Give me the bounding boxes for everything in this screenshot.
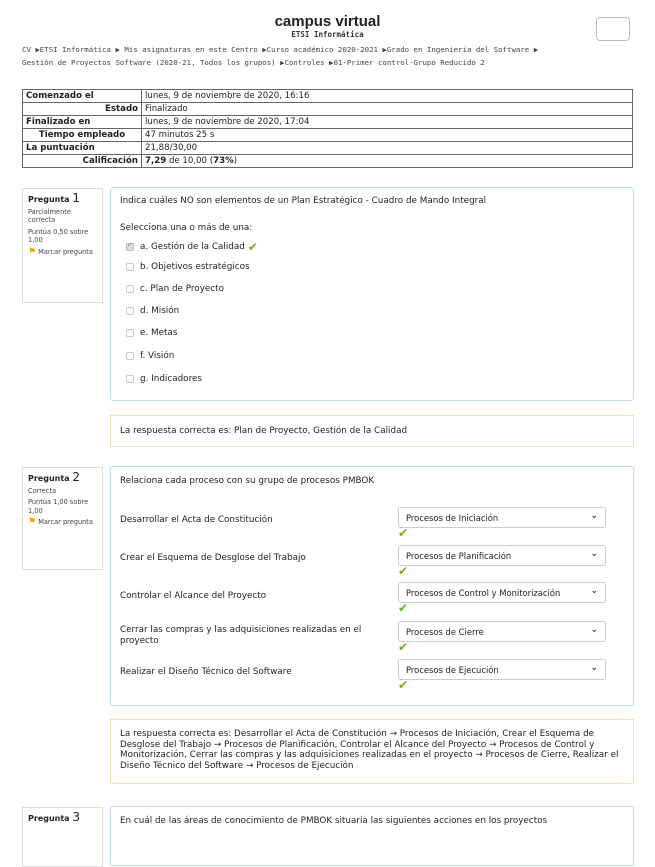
breadcrumb-line-2[interactable]: Gestión de Proyectos Software (2020-21, Todos los grupos) ▶Controles ▶01-Primer control-Grupo Reducido 2 <box>22 58 485 67</box>
answer-option[interactable]: f. Visión <box>126 351 174 361</box>
question-info-1 <box>22 188 103 303</box>
attempt-summary-table <box>22 89 633 168</box>
summary-value: 21,88/30,00 <box>142 142 633 155</box>
correct-check-icon: ✔ <box>398 564 409 578</box>
question-content-1 <box>110 187 634 401</box>
chevron-down-icon: ⌄ <box>590 586 598 596</box>
summary-key: Finalizado en <box>23 116 142 129</box>
summary-key: Tiempo empleado <box>23 129 142 142</box>
question-number: Pregunta 3 <box>28 810 81 824</box>
grade-mid: de 10,00 ( <box>166 156 214 166</box>
answer-option[interactable]: e. Metas <box>126 328 177 338</box>
correct-answer-text: La respuesta correcta es: Desarrollar el Acta de Constitución → Procesos de Iniciación, Crear el Esquema de Desglose del Trabajo → Procesos de Planificación, Controlar el Alcance del Proyecto → Procesos de Control y Monitorización, Cerrar las compras y las adquisiciones realizadas en el proyecto → Procesos de Cierre, Realizar el Diseño Técnico del Software → Procesos de Ejecución <box>120 729 619 771</box>
grade-value <box>142 155 633 168</box>
summary-key: Estado <box>23 103 142 116</box>
site-title: campus virtual <box>274 13 381 30</box>
match-select[interactable]: Procesos de Ejecución ⌄ <box>398 659 606 680</box>
answer-option[interactable]: b. Objetivos estratégicos <box>126 262 250 272</box>
checkbox[interactable] <box>126 329 134 337</box>
summary-value: lunes, 9 de noviembre de 2020, 16:16 <box>142 90 633 103</box>
match-row-label: Desarrollar el Acta de Constitución <box>120 515 273 525</box>
question-text: En cuál de las áreas de conocimiento de PMBOK situaría las siguientes acciones en los proyectos <box>120 816 548 826</box>
checkbox[interactable] <box>126 375 134 383</box>
site-subtitle: ETSI Informática <box>291 30 364 39</box>
question-score: Puntúa 1,00 sobre 1,00 <box>28 498 89 515</box>
match-row-label: Controlar el Alcance del Proyecto <box>120 591 267 601</box>
question-prompt: Selecciona una o más de una: <box>120 223 253 233</box>
summary-row <box>23 142 633 155</box>
question-info-2 <box>22 467 103 570</box>
answer-option[interactable]: c. Plan de Proyecto <box>126 284 224 294</box>
flag-question-button[interactable]: ⚑ Marcar pregunta <box>28 517 93 527</box>
chevron-down-icon: ⌄ <box>590 625 598 635</box>
checkbox[interactable] <box>126 263 134 271</box>
question-content-3 <box>110 806 634 866</box>
summary-value: lunes, 9 de noviembre de 2020, 17:04 <box>142 116 633 129</box>
feedback-2 <box>110 719 634 784</box>
summary-value: Finalizado <box>142 103 633 116</box>
flag-icon: ⚑ <box>28 246 37 257</box>
chevron-down-icon: ⌄ <box>590 511 598 521</box>
checkbox[interactable] <box>126 307 134 315</box>
flag-icon: ⚑ <box>28 517 37 527</box>
checkbox[interactable] <box>126 285 134 293</box>
flag-question-button[interactable]: ⚑ Marcar pregunta <box>28 246 93 257</box>
match-select[interactable]: Procesos de Cierre ⌄ <box>398 621 606 642</box>
correct-check-icon: ✔ <box>398 601 409 615</box>
correct-answer-text: La respuesta correcta es: Plan de Proyecto, Gestión de la Calidad <box>120 426 408 436</box>
breadcrumb <box>22 43 632 69</box>
menu-button[interactable] <box>596 17 630 41</box>
grade-score: 7,29 <box>145 156 167 166</box>
answer-option[interactable]: ✓ a. Gestión de la Calidad ✔ <box>126 240 258 254</box>
question-info-3 <box>22 807 103 867</box>
correct-check-icon: ✔ <box>247 240 258 254</box>
checkbox-checked[interactable] <box>126 243 134 251</box>
correct-check-icon: ✔ <box>398 526 409 540</box>
match-select[interactable]: Procesos de Control y Monitorización ⌄ <box>398 582 606 603</box>
match-row-label: Realizar el Diseño Técnico del Software <box>120 667 292 677</box>
answer-option[interactable]: g. Indicadores <box>126 374 202 384</box>
question-state: Correcta <box>28 486 57 495</box>
question-text: Indica cuáles NO son elementos de un Plan Estratégico - Cuadro de Mando Integral <box>120 196 487 206</box>
answer-option[interactable]: d. Misión <box>126 306 179 316</box>
summary-value: 47 minutos 25 s <box>142 129 633 142</box>
grade-end: ) <box>233 156 238 166</box>
summary-row <box>23 129 633 142</box>
question-text: Relaciona cada proceso con su grupo de procesos PMBOK <box>120 476 375 486</box>
summary-row <box>23 103 633 116</box>
question-state: Parcialmente correcta <box>28 207 71 224</box>
breadcrumb-line-1[interactable]: CV ▶ETSI Informática ▶ Mis asignaturas en este Centro ▶Curso académico 2020-2021 ▶Grado en Ingeniería del Software ▶ <box>22 45 539 54</box>
summary-row <box>23 90 633 103</box>
summary-row <box>23 116 633 129</box>
summary-key: La puntuación <box>23 142 142 155</box>
question-score: Puntúa 0,50 sobre 1,00 <box>28 227 89 244</box>
match-select[interactable]: Procesos de Iniciación ⌄ <box>398 507 606 528</box>
question-number: Pregunta 1 <box>28 191 81 205</box>
feedback-1 <box>110 415 634 447</box>
summary-key: Comenzado el <box>23 90 142 103</box>
chevron-down-icon: ⌄ <box>590 663 598 673</box>
summary-row-grade <box>23 155 633 168</box>
correct-check-icon: ✔ <box>398 640 409 654</box>
question-number: Pregunta 2 <box>28 470 81 484</box>
checkbox[interactable] <box>126 352 134 360</box>
grade-percent: 73% <box>213 156 234 166</box>
summary-key: Calificación <box>23 155 142 168</box>
chevron-down-icon: ⌄ <box>590 549 598 559</box>
match-select[interactable]: Procesos de Planificación ⌄ <box>398 545 606 566</box>
site-header <box>0 14 655 39</box>
match-row-label: Cerrar las compras y las adquisiciones realizadas en el proyecto <box>120 625 362 646</box>
correct-check-icon: ✔ <box>398 678 409 692</box>
match-row-label: Crear el Esquema de Desglose del Trabajo <box>120 553 306 563</box>
question-content-2 <box>110 466 634 706</box>
